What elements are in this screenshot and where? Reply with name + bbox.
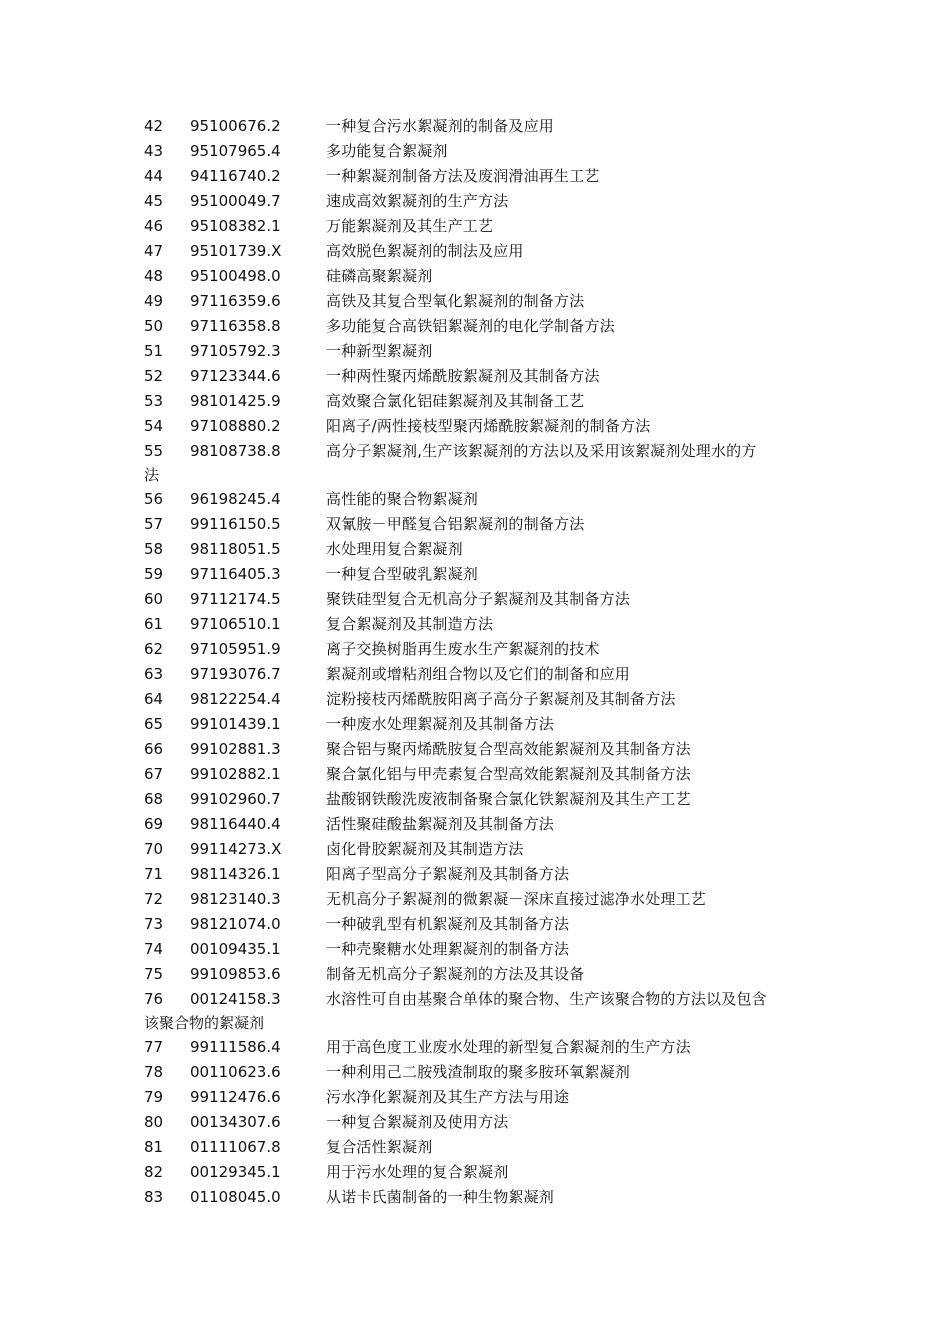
item-number: 71 <box>144 865 164 883</box>
patent-number: 99101439.1 <box>190 715 281 733</box>
item-number: 61 <box>144 615 164 633</box>
list-item <box>144 662 814 687</box>
list-item <box>144 264 814 289</box>
patent-number: 99102882.1 <box>190 765 281 783</box>
patent-title: 絮凝剂或增粘剂组合物以及它们的制备和应用 <box>326 665 631 683</box>
patent-number: 99102960.7 <box>190 790 281 808</box>
list-item <box>144 189 814 214</box>
patent-number: 98101425.9 <box>190 392 281 410</box>
patent-title: 高分子絮凝剂,生产该絮凝剂的方法以及采用该絮凝剂处理水的方 <box>326 442 757 460</box>
list-item <box>144 339 814 364</box>
item-number: 50 <box>144 317 164 335</box>
item-number: 46 <box>144 217 164 235</box>
list-item <box>144 114 814 139</box>
patent-number: 99112476.6 <box>190 1088 281 1106</box>
patent-number: 94116740.2 <box>190 167 281 185</box>
list-item <box>144 512 814 537</box>
item-number: 73 <box>144 915 164 933</box>
list-item <box>144 762 814 787</box>
item-number: 68 <box>144 790 164 808</box>
patent-number: 97123344.6 <box>190 367 281 385</box>
item-number: 57 <box>144 515 164 533</box>
patent-title: 一种废水处理絮凝剂及其制备方法 <box>326 715 555 733</box>
list-item <box>144 214 814 239</box>
list-item <box>144 1085 814 1110</box>
patent-title: 一种复合型破乳絮凝剂 <box>326 565 479 583</box>
item-number: 55 <box>144 442 164 460</box>
list-item <box>144 164 814 189</box>
list-item <box>144 1035 814 1060</box>
patent-title: 用于高色度工业废水处理的新型复合絮凝剂的生产方法 <box>326 1038 691 1056</box>
patent-number: 97116405.3 <box>190 565 281 583</box>
list-item <box>144 712 814 737</box>
patent-number: 95107965.4 <box>190 142 281 160</box>
patent-number: 98116440.4 <box>190 815 281 833</box>
patent-title: 聚合氯化铝与甲壳素复合型高效能絮凝剂及其制备方法 <box>326 765 691 783</box>
item-number: 83 <box>144 1188 164 1206</box>
patent-title: 一种壳聚糖水处理絮凝剂的制备方法 <box>326 940 570 958</box>
patent-title-continuation: 该聚合物的絮凝剂 <box>144 1014 265 1032</box>
item-number: 45 <box>144 192 164 210</box>
patent-title: 用于污水处理的复合絮凝剂 <box>326 1163 509 1181</box>
list-item <box>144 389 814 414</box>
item-number: 60 <box>144 590 164 608</box>
list-item <box>144 289 814 314</box>
patent-number: 00110623.6 <box>190 1063 281 1081</box>
item-number: 56 <box>144 490 164 508</box>
patent-number: 01111067.8 <box>190 1138 281 1156</box>
list-item <box>144 812 814 837</box>
list-item <box>144 987 814 1035</box>
item-number: 54 <box>144 417 164 435</box>
patent-number: 00134307.6 <box>190 1113 281 1131</box>
patent-title: 一种新型絮凝剂 <box>326 342 433 360</box>
list-item <box>144 962 814 987</box>
item-number: 49 <box>144 292 164 310</box>
patent-number: 97193076.7 <box>190 665 281 683</box>
item-number: 78 <box>144 1063 164 1081</box>
list-item <box>144 737 814 762</box>
patent-number: 99116150.5 <box>190 515 281 533</box>
patent-title: 一种破乳型有机絮凝剂及其制备方法 <box>326 915 570 933</box>
patent-number: 98122254.4 <box>190 690 281 708</box>
item-number: 59 <box>144 565 164 583</box>
patent-list <box>144 114 814 1210</box>
patent-title: 聚合铝与聚丙烯酰胺复合型高效能絮凝剂及其制备方法 <box>326 740 691 758</box>
item-number: 48 <box>144 267 164 285</box>
patent-title: 离子交换树脂再生废水生产絮凝剂的技术 <box>326 640 600 658</box>
list-item <box>144 687 814 712</box>
list-item <box>144 364 814 389</box>
item-number: 80 <box>144 1113 164 1131</box>
patent-title: 盐酸钢铁酸洗废液制备聚合氯化铁絮凝剂及其生产工艺 <box>326 790 691 808</box>
item-number: 70 <box>144 840 164 858</box>
list-item <box>144 1110 814 1135</box>
patent-title: 一种复合污水絮凝剂的制备及应用 <box>326 117 555 135</box>
patent-number: 97112174.5 <box>190 590 281 608</box>
list-item <box>144 787 814 812</box>
item-number: 81 <box>144 1138 164 1156</box>
patent-title: 高效脱色絮凝剂的制法及应用 <box>326 242 524 260</box>
list-item <box>144 887 814 912</box>
patent-title: 阳离子/两性接枝型聚丙烯酰胺絮凝剂的制备方法 <box>326 417 651 435</box>
patent-title: 淀粉接枝丙烯酰胺阳离子高分子絮凝剂及其制备方法 <box>326 690 676 708</box>
patent-title: 无机高分子絮凝剂的微絮凝－深床直接过滤净水处理工艺 <box>326 890 707 908</box>
patent-title: 活性聚硅酸盐絮凝剂及其制备方法 <box>326 815 555 833</box>
patent-title: 一种复合絮凝剂及使用方法 <box>326 1113 509 1131</box>
patent-number: 99102881.3 <box>190 740 281 758</box>
list-item <box>144 537 814 562</box>
patent-number: 00124158.3 <box>190 990 281 1008</box>
patent-number: 99109853.6 <box>190 965 281 983</box>
patent-number: 95100049.7 <box>190 192 281 210</box>
patent-number: 01108045.0 <box>190 1188 281 1206</box>
patent-number: 97105951.9 <box>190 640 281 658</box>
patent-number: 97116359.6 <box>190 292 281 310</box>
patent-title: 一种两性聚丙烯酰胺絮凝剂及其制备方法 <box>326 367 600 385</box>
list-item <box>144 937 814 962</box>
list-item <box>144 1160 814 1185</box>
item-number: 74 <box>144 940 164 958</box>
patent-number: 95101739.X <box>190 242 282 260</box>
patent-title-continuation: 法 <box>144 466 160 484</box>
patent-number: 95100498.0 <box>190 267 281 285</box>
list-item <box>144 1135 814 1160</box>
patent-number: 97106510.1 <box>190 615 281 633</box>
item-number: 76 <box>144 990 164 1008</box>
patent-title: 万能絮凝剂及其生产工艺 <box>326 217 494 235</box>
list-item <box>144 314 814 339</box>
list-item <box>144 637 814 662</box>
list-item <box>144 1185 814 1210</box>
patent-number: 97116358.8 <box>190 317 281 335</box>
list-item <box>144 414 814 439</box>
item-number: 79 <box>144 1088 164 1106</box>
item-number: 62 <box>144 640 164 658</box>
item-number: 64 <box>144 690 164 708</box>
item-number: 51 <box>144 342 164 360</box>
patent-title: 从诺卡氏菌制备的一种生物絮凝剂 <box>326 1188 555 1206</box>
patent-title: 制备无机高分子絮凝剂的方法及其设备 <box>326 965 585 983</box>
patent-title: 一种絮凝剂制备方法及废润滑油再生工艺 <box>326 167 600 185</box>
list-item <box>144 487 814 512</box>
list-item <box>144 862 814 887</box>
item-number: 53 <box>144 392 164 410</box>
list-item <box>144 587 814 612</box>
item-number: 44 <box>144 167 164 185</box>
item-number: 77 <box>144 1038 164 1056</box>
patent-number: 95100676.2 <box>190 117 281 135</box>
patent-number: 98118051.5 <box>190 540 281 558</box>
patent-title: 一种利用己二胺残渣制取的聚多胺环氧絮凝剂 <box>326 1063 631 1081</box>
list-item <box>144 1060 814 1085</box>
patent-number: 00109435.1 <box>190 940 281 958</box>
item-number: 58 <box>144 540 164 558</box>
patent-title: 水处理用复合絮凝剂 <box>326 540 463 558</box>
list-item <box>144 139 814 164</box>
list-item <box>144 912 814 937</box>
list-item <box>144 439 814 487</box>
item-number: 65 <box>144 715 164 733</box>
item-number: 42 <box>144 117 164 135</box>
patent-number: 97105792.3 <box>190 342 281 360</box>
list-item <box>144 837 814 862</box>
patent-title: 速成高效絮凝剂的生产方法 <box>326 192 509 210</box>
patent-number: 98108738.8 <box>190 442 281 460</box>
patent-number: 99111586.4 <box>190 1038 281 1056</box>
patent-number: 97108880.2 <box>190 417 281 435</box>
patent-title: 多功能复合絮凝剂 <box>326 142 448 160</box>
item-number: 63 <box>144 665 164 683</box>
item-number: 52 <box>144 367 164 385</box>
patent-number: 98123140.3 <box>190 890 281 908</box>
patent-number: 00129345.1 <box>190 1163 281 1181</box>
item-number: 43 <box>144 142 164 160</box>
patent-number: 98121074.0 <box>190 915 281 933</box>
item-number: 82 <box>144 1163 164 1181</box>
patent-title: 高铁及其复合型氧化絮凝剂的制备方法 <box>326 292 585 310</box>
patent-title: 高效聚合氯化铝硅絮凝剂及其制备工艺 <box>326 392 585 410</box>
item-number: 66 <box>144 740 164 758</box>
patent-title: 多功能复合高铁铝絮凝剂的电化学制备方法 <box>326 317 615 335</box>
patent-title: 阳离子型高分子絮凝剂及其制备方法 <box>326 865 570 883</box>
item-number: 47 <box>144 242 164 260</box>
item-number: 67 <box>144 765 164 783</box>
patent-title: 聚铁硅型复合无机高分子絮凝剂及其制备方法 <box>326 590 631 608</box>
patent-number: 95108382.1 <box>190 217 281 235</box>
list-item <box>144 562 814 587</box>
list-item <box>144 612 814 637</box>
patent-number: 98114326.1 <box>190 865 281 883</box>
patent-title: 水溶性可自由基聚合单体的聚合物、生产该聚合物的方法以及包含 <box>326 990 767 1008</box>
patent-title: 复合活性絮凝剂 <box>326 1138 433 1156</box>
patent-title: 双氰胺－甲醛复合铝絮凝剂的制备方法 <box>326 515 585 533</box>
item-number: 75 <box>144 965 164 983</box>
patent-title: 复合絮凝剂及其制造方法 <box>326 615 494 633</box>
patent-title: 卤化骨胶絮凝剂及其制造方法 <box>326 840 524 858</box>
patent-number: 96198245.4 <box>190 490 281 508</box>
patent-title: 污水净化絮凝剂及其生产方法与用途 <box>326 1088 570 1106</box>
list-item <box>144 239 814 264</box>
patent-title: 高性能的聚合物絮凝剂 <box>326 490 479 508</box>
item-number: 69 <box>144 815 164 833</box>
patent-title: 硅磷高聚絮凝剂 <box>326 267 433 285</box>
patent-number: 99114273.X <box>190 840 282 858</box>
item-number: 72 <box>144 890 164 908</box>
